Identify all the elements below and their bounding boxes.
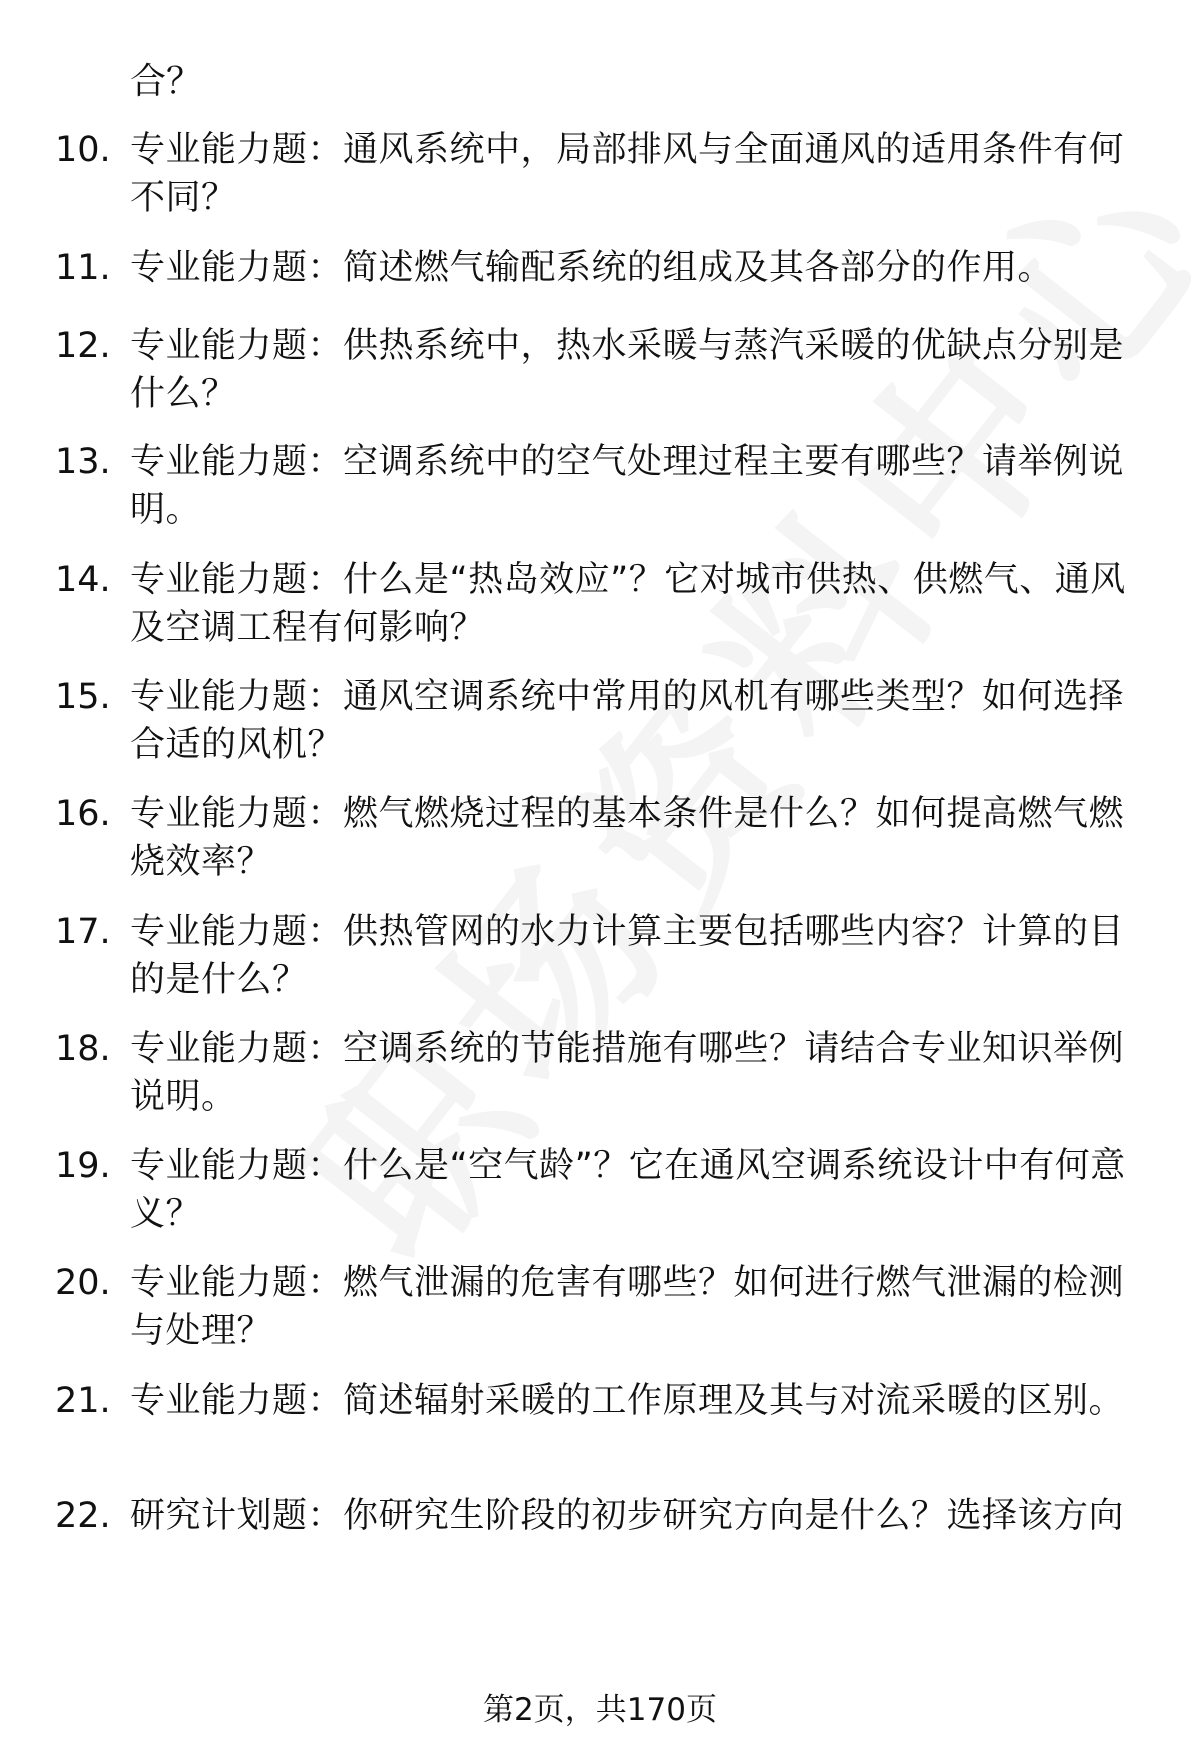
item-number: 19. bbox=[55, 1146, 111, 1186]
item-text: 专业能力题：空调系统中的空气处理过程主要有哪些？请举例说明。 bbox=[130, 442, 1125, 530]
item-text: 专业能力题：简述辐射采暖的工作原理及其与对流采暖的区别。 bbox=[130, 1381, 1125, 1421]
page-footer: 第2页，共170页 bbox=[483, 1692, 717, 1728]
item-number: 12. bbox=[55, 326, 111, 366]
item-text: 专业能力题：供热管网的水力计算主要包括哪些内容？计算的目的是什么？ bbox=[130, 912, 1125, 1000]
item-text: 研究计划题：你研究生阶段的初步研究方向是什么？选择该方向 bbox=[130, 1496, 1125, 1536]
item-text: 专业能力题：燃气泄漏的危害有哪些？如何进行燃气泄漏的检测与处理？ bbox=[130, 1263, 1125, 1351]
item-number: 16. bbox=[55, 794, 111, 834]
item-number: 18. bbox=[55, 1029, 111, 1069]
item-number: 11. bbox=[55, 248, 111, 288]
continuation-text: 合？ bbox=[130, 61, 203, 102]
item-number: 13. bbox=[55, 442, 111, 482]
item-number: 14. bbox=[55, 560, 111, 600]
item-text: 专业能力题：通风系统中，局部排风与全面通风的适用条件有何不同？ bbox=[130, 130, 1125, 218]
item-number: 15. bbox=[55, 677, 111, 717]
item-text: 专业能力题：供热系统中，热水采暖与蒸汽采暖的优缺点分别是什么？ bbox=[130, 326, 1125, 414]
item-text: 专业能力题：什么是“热岛效应”？它对城市供热、供燃气、通风及空调工程有何影响？ bbox=[130, 560, 1126, 648]
item-text: 专业能力题：空调系统的节能措施有哪些？请结合专业知识举例说明。 bbox=[130, 1029, 1125, 1117]
item-number: 21. bbox=[55, 1381, 111, 1421]
item-text: 专业能力题：通风空调系统中常用的风机有哪些类型？如何选择合适的风机？ bbox=[130, 677, 1125, 765]
item-text: 专业能力题：什么是“空气龄”？它在通风空调系统设计中有何意义？ bbox=[130, 1146, 1126, 1234]
item-text: 专业能力题：燃气燃烧过程的基本条件是什么？如何提高燃气燃烧效率？ bbox=[130, 794, 1125, 882]
item-number: 20. bbox=[55, 1263, 111, 1303]
item-text: 专业能力题：简述燃气输配系统的组成及其各部分的作用。 bbox=[130, 248, 1054, 288]
item-number: 10. bbox=[55, 130, 111, 170]
item-number: 22. bbox=[55, 1496, 111, 1536]
item-number: 17. bbox=[55, 912, 111, 952]
